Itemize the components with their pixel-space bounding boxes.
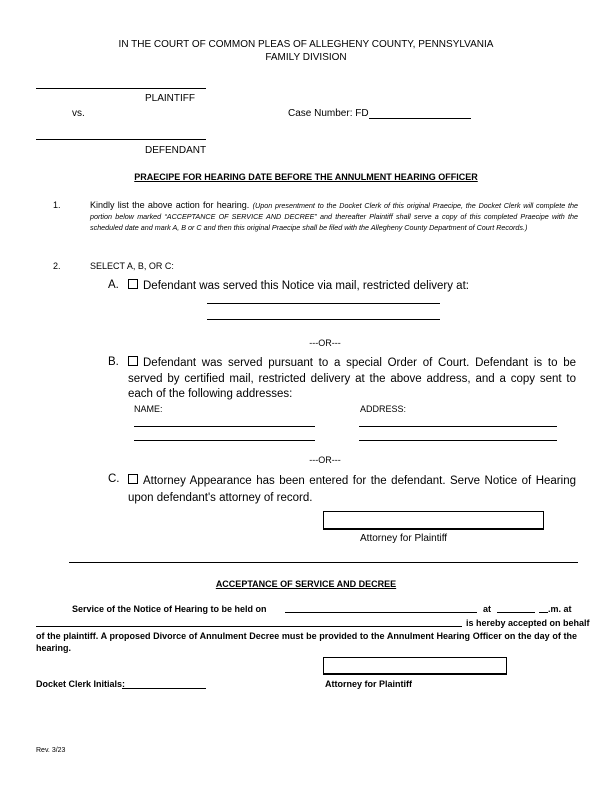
address-line-1[interactable] — [359, 426, 557, 427]
item-2-lead: SELECT A, B, OR C: — [90, 261, 174, 271]
option-c-letter: C. — [108, 473, 120, 485]
option-a-letter: A. — [108, 279, 119, 291]
address-line-2[interactable] — [359, 440, 557, 441]
acceptance-attorney-signature-line — [323, 674, 507, 675]
item-1-instructions: (Upon presentment to the Docket Clerk of this original Praecipe, the Docket Clerk will complete the portion below marked “ACCEPTANCE OF SERVICE AND DECREE” and thereafter Plaintiff shall serve a copy of this completed Praecipe with the scheduled date and mark A, B or C and then this original Praecipe shall be filed with the Allegheny County Department of Court Records.) — [90, 201, 578, 232]
plaintiff-label: PLAINTIFF — [145, 93, 196, 104]
address-label: ADDRESS: — [360, 404, 407, 414]
court-heading: IN THE COURT OF COMMON PLEAS OF ALLEGHENY COUNTY, PENNSYLVANIA — [118, 39, 494, 50]
acceptance-paragraph: of the plaintiff. A proposed Divorce of Annulment Decree must be provided to the Annulment Hearing Officer on the day of the hearing. — [36, 631, 577, 653]
vs-label: vs. — [72, 108, 85, 119]
option-b-row — [128, 356, 576, 403]
m-at-label: .m. at — [548, 604, 572, 614]
or-separator-2: ---OR--- — [309, 455, 341, 465]
option-b-checkbox[interactable] — [128, 356, 138, 366]
acceptance-attorney-signature-box[interactable] — [323, 657, 507, 674]
option-c-checkbox[interactable] — [128, 474, 138, 484]
plaintiff-name-field[interactable] — [36, 88, 206, 89]
case-number-label: Case Number: FD — [288, 108, 369, 119]
defendant-label: DEFENDANT — [145, 145, 207, 156]
or-separator-1: ---OR--- — [309, 338, 341, 348]
item-1-number: 1. — [53, 200, 61, 210]
option-a-text: Defendant was served this Notice via mail, restricted delivery at: — [143, 280, 469, 292]
name-line-2[interactable] — [134, 440, 315, 441]
attorney-signature-line — [323, 529, 544, 530]
acceptance-line-1-start: Service of the Notice of Hearing to be held on — [72, 604, 267, 614]
defendant-name-field[interactable] — [36, 139, 206, 140]
acceptance-attorney-label: Attorney for Plaintiff — [325, 679, 412, 689]
docket-clerk-initials-label: Docket Clerk Initials: — [36, 679, 126, 689]
docket-clerk-initials-field[interactable] — [122, 688, 206, 689]
option-a-checkbox[interactable] — [128, 279, 138, 289]
attorney-signature-box[interactable] — [323, 511, 544, 529]
hearing-location-field[interactable] — [36, 626, 462, 627]
option-c-text: Attorney Appearance has been entered for the defendant. Serve Notice of Hearing upon defendant's attorney of record. — [128, 475, 576, 504]
acceptance-title: ACCEPTANCE OF SERVICE AND DECREE — [215, 579, 397, 589]
item-1-paragraph — [90, 200, 578, 233]
hearing-date-field[interactable] — [285, 612, 477, 613]
option-b-text: Defendant was served pursuant to a special Order of Court. Defendant is to be served by certified mail, restricted delivery at the above address, and a copy sent to each of the following addresses: — [128, 357, 576, 400]
item-2-number: 2. — [53, 261, 61, 271]
option-c-row — [128, 473, 576, 507]
division-heading: FAMILY DIVISION — [265, 52, 347, 63]
hearing-time-field[interactable] — [497, 612, 535, 613]
option-b-letter: B. — [108, 356, 119, 368]
option-a-address-line-2[interactable] — [207, 319, 440, 320]
section-divider — [69, 562, 578, 563]
at-label: at — [483, 604, 492, 614]
option-a-address-line-1[interactable] — [207, 303, 440, 304]
revision-note: Rev. 3/23 — [36, 747, 66, 754]
name-label: NAME: — [134, 404, 163, 414]
acceptance-line-2-end: is hereby accepted on behalf — [466, 618, 590, 628]
am-pm-field[interactable] — [539, 612, 548, 613]
attorney-for-plaintiff-label: Attorney for Plaintiff — [360, 533, 448, 544]
name-line-1[interactable] — [134, 426, 315, 427]
item-1-lead: Kindly list the above action for hearing. — [90, 200, 250, 210]
option-a-row — [128, 279, 469, 292]
document-title: PRAECIPE FOR HEARING DATE BEFORE THE ANNULMENT HEARING OFFICER — [134, 172, 478, 182]
case-number-field[interactable] — [369, 118, 471, 119]
